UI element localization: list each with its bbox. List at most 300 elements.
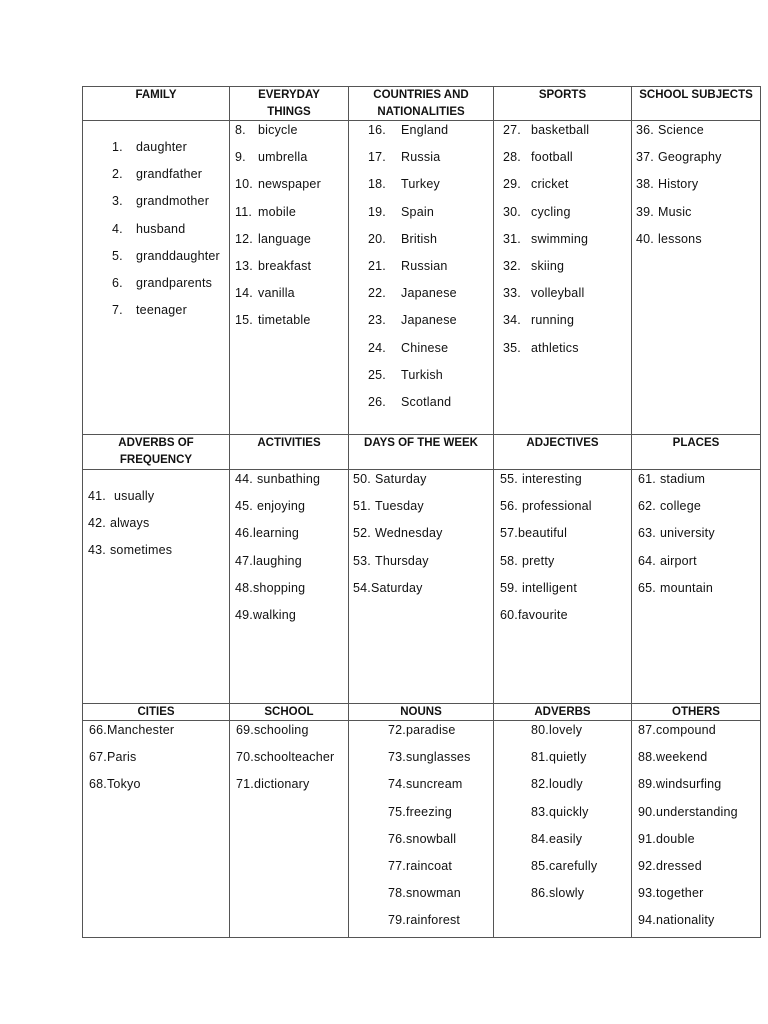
- list-item: [388, 749, 471, 765]
- item-word: university: [659, 526, 715, 541]
- item-number: 60.: [500, 608, 518, 622]
- list-item: [368, 122, 448, 138]
- item-word: walking: [252, 608, 297, 622]
- item-word: together: [655, 886, 704, 901]
- item-word: running: [531, 313, 575, 328]
- item-word: cycling: [531, 204, 571, 219]
- list-item: [112, 221, 185, 237]
- item-word: snowball: [405, 831, 457, 846]
- column-header: ACTIVITIES: [230, 435, 349, 470]
- item-number: 50.: [353, 472, 371, 486]
- list-item: [235, 122, 298, 138]
- item-word: compound: [655, 723, 716, 737]
- item-number: 53.: [353, 553, 371, 568]
- item-number: 69.: [236, 723, 254, 737]
- item-number: 55.: [500, 472, 518, 486]
- list-item: [236, 776, 309, 792]
- list-item: [235, 149, 308, 165]
- item-word: sometimes: [109, 543, 173, 558]
- item-word: windsurfing: [655, 777, 722, 792]
- item-number: 46.: [235, 526, 253, 541]
- list-item: [235, 553, 302, 569]
- list-item: [503, 258, 564, 274]
- list-item: [500, 607, 568, 623]
- item-number: 32.: [503, 259, 521, 273]
- item-number: 48.: [235, 580, 253, 595]
- item-word: professional: [521, 499, 592, 514]
- item-number: 90.: [638, 804, 656, 819]
- item-number: 67.: [89, 750, 107, 765]
- list-item: [89, 749, 136, 765]
- item-word: lovely: [548, 723, 583, 737]
- list-item: [235, 231, 311, 247]
- list-item: [638, 749, 707, 765]
- content-row: [83, 721, 761, 938]
- list-item: [388, 804, 452, 820]
- item-word: usually: [113, 489, 155, 503]
- list-item: [368, 204, 434, 220]
- item-number: 51.: [353, 499, 371, 514]
- item-number: 77.: [388, 859, 406, 873]
- item-number: 27.: [503, 123, 521, 137]
- item-word: Russian: [401, 259, 448, 273]
- item-number: 3.: [112, 194, 123, 209]
- list-item: [353, 498, 424, 514]
- item-word: Japanese: [401, 313, 457, 328]
- item-word: interesting: [521, 472, 582, 486]
- list-item: [503, 204, 571, 220]
- item-word: language: [258, 231, 312, 246]
- list-item: [112, 166, 202, 182]
- item-number: 24.: [368, 340, 386, 355]
- list-item: [353, 471, 427, 487]
- list-item: [531, 831, 582, 847]
- item-number: 14.: [235, 286, 253, 301]
- item-word: always: [109, 516, 150, 531]
- word-list-cell: [83, 721, 230, 938]
- list-item: [88, 542, 172, 558]
- item-number: 8.: [235, 123, 246, 137]
- item-number: 19.: [368, 204, 386, 219]
- list-item: [112, 248, 220, 264]
- list-item: [636, 122, 704, 138]
- word-list-cell: [494, 470, 632, 704]
- item-word: mobile: [258, 204, 297, 219]
- list-item: [503, 285, 584, 301]
- item-number: 12.: [235, 231, 253, 246]
- item-number: 79.: [388, 913, 406, 928]
- item-word: grandfather: [136, 167, 203, 182]
- item-number: 74.: [388, 777, 406, 792]
- list-item: [236, 722, 309, 738]
- item-number: 6.: [112, 276, 123, 290]
- item-word: snowman: [405, 886, 461, 901]
- item-word: schoolteacher: [253, 750, 335, 765]
- content-row: [83, 470, 761, 704]
- item-number: 26.: [368, 395, 386, 409]
- item-number: 2.: [112, 167, 123, 182]
- list-item: [112, 275, 212, 291]
- list-item: [89, 722, 174, 738]
- item-word: umbrella: [258, 150, 308, 165]
- item-number: 29.: [503, 177, 521, 192]
- column-header: SCHOOL SUBJECTS: [632, 87, 761, 121]
- column-header: PLACES: [632, 435, 761, 470]
- item-number: 25.: [368, 367, 386, 382]
- item-word: Turkey: [401, 177, 440, 192]
- list-item: [235, 471, 320, 487]
- item-number: 84.: [531, 831, 549, 846]
- item-number: 44.: [235, 472, 253, 486]
- item-number: 63.: [638, 526, 656, 541]
- list-item: [503, 149, 573, 165]
- item-number: 83.: [531, 804, 549, 819]
- item-word: athletics: [531, 340, 579, 355]
- list-item: [388, 858, 452, 874]
- item-number: 47.: [235, 553, 253, 568]
- item-number: 21.: [368, 259, 386, 273]
- item-word: college: [659, 499, 701, 514]
- item-word: newspaper: [258, 177, 321, 192]
- item-number: 82.: [531, 777, 549, 792]
- item-word: Geography: [657, 150, 722, 165]
- item-number: 88.: [638, 750, 656, 765]
- word-list-cell: [632, 721, 761, 938]
- item-number: 7.: [112, 303, 123, 318]
- item-number: 30.: [503, 204, 521, 219]
- list-item: [531, 804, 589, 820]
- header-row: [83, 704, 761, 721]
- list-item: [638, 471, 705, 487]
- item-number: 31.: [503, 231, 521, 246]
- item-word: understanding: [655, 804, 738, 819]
- list-item: [235, 285, 295, 301]
- item-number: 56.: [500, 499, 518, 514]
- item-word: Science: [657, 123, 704, 137]
- list-item: [638, 912, 714, 928]
- item-word: suncream: [405, 777, 463, 792]
- item-word: airport: [659, 553, 697, 568]
- word-list-cell: [494, 721, 632, 938]
- list-item: [638, 858, 702, 874]
- item-number: 58.: [500, 553, 518, 568]
- item-number: 68.: [89, 777, 107, 792]
- item-number: 52.: [353, 526, 371, 541]
- item-number: 1.: [112, 140, 123, 154]
- item-word: Paris: [106, 750, 137, 765]
- item-number: 38.: [636, 177, 654, 192]
- item-number: 39.: [636, 204, 654, 219]
- item-word: Saturday: [374, 472, 427, 486]
- word-list-cell: [230, 470, 349, 704]
- list-item: [112, 302, 187, 318]
- list-item: [638, 885, 703, 901]
- column-header: ADVERBS: [494, 704, 632, 721]
- item-number: 92.: [638, 859, 656, 873]
- item-word: Turkish: [401, 367, 443, 382]
- list-item: [235, 204, 296, 220]
- item-number: 13.: [235, 259, 253, 273]
- item-word: skiing: [531, 259, 565, 273]
- item-word: British: [401, 231, 438, 246]
- item-number: 5.: [112, 248, 123, 263]
- item-word: dressed: [655, 859, 702, 873]
- item-word: basketball: [531, 123, 590, 137]
- list-item: [88, 488, 154, 504]
- item-word: quietly: [548, 750, 587, 765]
- item-number: 73.: [388, 750, 406, 765]
- item-word: Saturday: [370, 580, 423, 595]
- header-row: [83, 435, 761, 470]
- item-number: 70.: [236, 750, 254, 765]
- list-item: [388, 776, 462, 792]
- word-list-cell: [83, 121, 230, 435]
- item-number: 41.: [88, 489, 106, 503]
- item-number: 85.: [531, 859, 549, 873]
- item-word: Scotland: [401, 395, 452, 409]
- list-item: [368, 312, 457, 328]
- list-item: [235, 258, 311, 274]
- item-word: pretty: [521, 553, 555, 568]
- item-word: England: [401, 123, 449, 137]
- item-number: 42.: [88, 516, 106, 531]
- item-word: nationality: [655, 913, 715, 928]
- list-item: [388, 885, 461, 901]
- list-item: [500, 498, 592, 514]
- item-number: 94.: [638, 913, 656, 928]
- item-word: double: [655, 831, 695, 846]
- item-number: 22.: [368, 286, 386, 301]
- column-header: FAMILY: [83, 87, 230, 121]
- column-header: SCHOOL: [230, 704, 349, 721]
- list-item: [112, 139, 187, 155]
- vocabulary-table: [82, 86, 761, 938]
- word-list-cell: [230, 121, 349, 435]
- item-number: 40.: [636, 231, 654, 246]
- item-word: intelligent: [521, 580, 577, 595]
- list-item: [235, 312, 311, 328]
- list-item: [368, 149, 440, 165]
- item-number: 93.: [638, 886, 656, 901]
- list-item: [235, 607, 296, 623]
- list-item: [368, 285, 457, 301]
- list-item: [235, 580, 305, 596]
- list-item: [503, 176, 569, 192]
- item-number: 4.: [112, 221, 123, 236]
- item-number: 57.: [500, 526, 518, 541]
- content-row: [83, 121, 761, 435]
- column-header: EVERYDAY THINGS: [230, 87, 349, 121]
- item-number: 80.: [531, 723, 549, 737]
- item-word: Tuesday: [374, 499, 424, 514]
- item-word: rainforest: [405, 913, 461, 928]
- column-header: OTHERS: [632, 704, 761, 721]
- item-word: cricket: [531, 177, 569, 192]
- item-number: 9.: [235, 150, 246, 165]
- word-list-cell: [632, 121, 761, 435]
- list-item: [112, 193, 209, 209]
- list-item: [636, 176, 698, 192]
- column-header: NOUNS: [349, 704, 494, 721]
- item-word: Music: [657, 204, 692, 219]
- list-item: [388, 912, 460, 928]
- column-header: SPORTS: [494, 87, 632, 121]
- item-word: sunbathing: [256, 472, 321, 486]
- word-list-cell: [349, 470, 494, 704]
- list-item: [368, 394, 451, 410]
- item-number: 54.: [353, 580, 371, 595]
- item-number: 28.: [503, 150, 521, 165]
- item-word: mountain: [659, 580, 714, 595]
- list-item: [236, 749, 334, 765]
- list-item: [638, 831, 695, 847]
- list-item: [500, 471, 582, 487]
- item-word: learning: [252, 526, 300, 541]
- item-word: raincoat: [405, 859, 453, 873]
- item-number: 81.: [531, 750, 549, 765]
- list-item: [638, 525, 715, 541]
- list-item: [503, 312, 574, 328]
- item-word: lessons: [657, 231, 702, 246]
- list-item: [638, 498, 701, 514]
- item-word: granddaughter: [136, 248, 220, 263]
- word-list-cell: [349, 121, 494, 435]
- column-header: ADVERBS OF FREQUENCY: [83, 435, 230, 470]
- item-word: grandmother: [136, 194, 210, 209]
- item-word: weekend: [655, 750, 708, 765]
- item-number: 43.: [88, 543, 106, 558]
- item-number: 89.: [638, 777, 656, 792]
- item-number: 86.: [531, 886, 549, 901]
- list-item: [638, 776, 721, 792]
- item-number: 16.: [368, 123, 386, 137]
- item-number: 87.: [638, 723, 656, 737]
- list-item: [636, 204, 692, 220]
- item-word: daughter: [136, 140, 187, 154]
- word-list-cell: [349, 721, 494, 938]
- item-number: 61.: [638, 472, 656, 486]
- list-item: [503, 231, 588, 247]
- list-item: [636, 149, 722, 165]
- list-item: [353, 580, 423, 596]
- item-number: 10.: [235, 177, 253, 192]
- item-word: swimming: [531, 231, 589, 246]
- list-item: [368, 176, 440, 192]
- item-number: 75.: [388, 804, 406, 819]
- item-number: 71.: [236, 777, 254, 792]
- item-word: dictionary: [253, 777, 310, 792]
- word-list-cell: [494, 121, 632, 435]
- list-item: [388, 722, 456, 738]
- item-word: timetable: [258, 313, 311, 328]
- item-word: carefully: [548, 859, 598, 873]
- item-word: shopping: [252, 580, 306, 595]
- item-word: Chinese: [401, 340, 449, 355]
- item-word: vanilla: [258, 286, 295, 301]
- list-item: [503, 122, 589, 138]
- item-number: 35.: [503, 340, 521, 355]
- list-item: [353, 553, 429, 569]
- list-item: [636, 231, 702, 247]
- item-number: 64.: [638, 553, 656, 568]
- item-word: Manchester: [106, 723, 175, 737]
- header-row: [83, 87, 761, 121]
- list-item: [638, 580, 713, 596]
- item-word: Russia: [401, 150, 441, 165]
- item-word: husband: [136, 221, 186, 236]
- item-number: 33.: [503, 286, 521, 301]
- item-word: Thursday: [374, 553, 429, 568]
- item-number: 65.: [638, 580, 656, 595]
- item-number: 34.: [503, 313, 521, 328]
- item-word: sunglasses: [405, 750, 471, 765]
- word-list-cell: [83, 470, 230, 704]
- item-number: 37.: [636, 150, 654, 165]
- list-item: [235, 525, 299, 541]
- item-word: laughing: [252, 553, 302, 568]
- list-item: [531, 885, 584, 901]
- list-item: [368, 231, 437, 247]
- item-number: 78.: [388, 886, 406, 901]
- item-number: 20.: [368, 231, 386, 246]
- item-word: easily: [548, 831, 583, 846]
- item-word: breakfast: [258, 259, 312, 273]
- item-word: bicycle: [258, 123, 298, 137]
- list-item: [89, 776, 141, 792]
- item-word: enjoying: [256, 499, 306, 514]
- item-word: Spain: [401, 204, 434, 219]
- item-number: 17.: [368, 150, 386, 165]
- item-word: stadium: [659, 472, 706, 486]
- list-item: [531, 722, 582, 738]
- item-number: 72.: [388, 723, 406, 737]
- item-word: freezing: [405, 804, 453, 819]
- item-number: 36.: [636, 123, 654, 137]
- column-header: ADJECTIVES: [494, 435, 632, 470]
- item-word: slowly: [548, 886, 585, 901]
- item-word: grandparents: [136, 276, 213, 290]
- list-item: [88, 515, 149, 531]
- list-item: [235, 176, 321, 192]
- item-word: volleyball: [531, 286, 585, 301]
- item-number: 23.: [368, 313, 386, 328]
- list-item: [368, 340, 448, 356]
- item-word: schooling: [253, 723, 309, 737]
- item-number: 59.: [500, 580, 518, 595]
- column-header: COUNTRIES AND NATIONALITIES: [349, 87, 494, 121]
- item-word: favourite: [517, 608, 568, 622]
- item-word: Japanese: [401, 286, 457, 301]
- item-word: football: [531, 150, 573, 165]
- word-list-cell: [632, 470, 761, 704]
- list-item: [638, 553, 697, 569]
- item-number: 62.: [638, 499, 656, 514]
- item-number: 76.: [388, 831, 406, 846]
- item-word: quickly: [548, 804, 589, 819]
- item-number: 91.: [638, 831, 656, 846]
- list-item: [531, 749, 587, 765]
- item-word: paradise: [405, 723, 456, 737]
- list-item: [503, 340, 579, 356]
- item-word: beautiful: [517, 526, 568, 541]
- item-word: History: [657, 177, 699, 192]
- item-number: 18.: [368, 177, 386, 192]
- item-number: 15.: [235, 313, 253, 328]
- item-word: Tokyo: [106, 777, 141, 792]
- list-item: [500, 580, 577, 596]
- column-header: CITIES: [83, 704, 230, 721]
- list-item: [500, 553, 554, 569]
